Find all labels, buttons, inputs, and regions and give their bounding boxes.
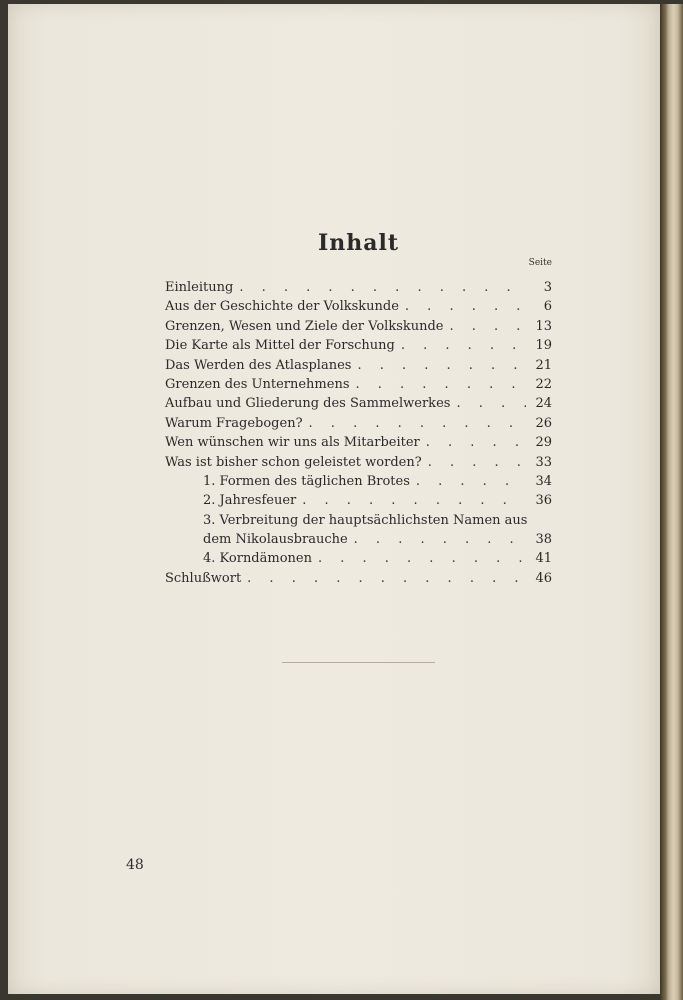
toc-entry [165, 569, 552, 588]
toc-entry [165, 414, 552, 433]
toc-entry [165, 317, 552, 336]
toc-entry [165, 433, 552, 452]
toc-leader-dots [247, 569, 526, 588]
toc-leader-dots [318, 549, 526, 568]
toc-entry-label: Aufbau und Gliederung des Sammelwerkes [165, 396, 451, 412]
toc-entry-label: 3. Verbreitung der hauptsächlichsten Namen aus [203, 512, 528, 528]
toc-entry-page: 21 [535, 357, 552, 373]
toc-subentry [165, 491, 552, 510]
toc-subentry [165, 472, 552, 491]
toc-entry-page: 33 [535, 454, 552, 470]
page-column-label: Seite [528, 258, 552, 268]
toc-entry [165, 336, 552, 355]
toc-entry-label: Schlußwort [165, 570, 242, 586]
toc-leader-dots [302, 491, 526, 510]
toc-leader-dots [357, 356, 526, 375]
toc-entry [165, 278, 552, 297]
toc-entry-label: Grenzen des Unternehmens [165, 376, 350, 392]
toc-entry-page: 3 [543, 280, 552, 295]
toc-entry-page: 22 [535, 376, 552, 392]
toc-leader-dots [428, 453, 526, 472]
toc-entry [165, 453, 552, 472]
toc-entry-label: Das Werden des Atlasplanes [165, 357, 352, 373]
toc-entry-label: Einleitung [165, 280, 234, 295]
book-edge [661, 4, 683, 1000]
toc-entry-label: Wen wünschen wir uns als Mitarbeiter [165, 435, 420, 451]
toc-leader-dots [309, 414, 526, 433]
toc-entry-label: 2. Jahresfeuer [203, 493, 297, 509]
toc-subentry [165, 511, 552, 530]
toc-leader-dots [426, 433, 526, 452]
table-of-contents [165, 230, 552, 588]
toc-entry-page: 24 [535, 396, 552, 412]
toc-entry-page: 19 [535, 338, 552, 354]
toc-entry-label: 1. Formen des täglichen Brotes [203, 473, 410, 489]
toc-title: Inhalt [317, 230, 400, 256]
toc-entry-page: 41 [535, 551, 552, 567]
toc-leader-dots [456, 394, 526, 413]
toc-entry [165, 375, 552, 394]
toc-entry-label: Die Karte als Mittel der Forschung [165, 338, 395, 354]
toc-entry-page: 46 [535, 570, 552, 586]
toc-entry-page: 6 [543, 299, 552, 315]
toc-entry [165, 356, 552, 375]
toc-entry-page: 38 [535, 532, 552, 548]
divider-rule [282, 662, 435, 663]
toc-entry-page: 13 [535, 318, 552, 334]
toc-leader-dots [401, 336, 526, 355]
toc-subentry-continuation [165, 530, 552, 549]
toc-entry-page: 29 [535, 435, 552, 451]
toc-entry-label: Was ist bisher schon geleistet worden? [165, 454, 422, 470]
toc-leader-dots [405, 297, 526, 316]
toc-leader-dots [354, 530, 526, 549]
toc-entry-label: dem Nikolausbrauche [203, 532, 348, 548]
toc-leader-dots [450, 317, 526, 336]
toc-entry-label: Aus der Geschichte der Volkskunde [165, 299, 399, 315]
toc-entry-page: 26 [535, 415, 552, 431]
toc-entry-label: Warum Fragebogen? [165, 415, 303, 431]
toc-entry-label: 4. Korndämonen [203, 551, 312, 567]
toc-entry [165, 394, 552, 413]
toc-entry-page: 34 [535, 473, 552, 489]
toc-subentry [165, 549, 552, 568]
toc-leader-dots [356, 375, 527, 394]
toc-entry [165, 297, 552, 316]
toc-leader-dots [239, 278, 526, 297]
page-number: 48 [126, 857, 144, 873]
toc-leader-dots [416, 472, 526, 491]
toc-entry-label: Grenzen, Wesen und Ziele der Volkskunde [165, 318, 444, 334]
toc-entry-page: 36 [535, 493, 552, 509]
